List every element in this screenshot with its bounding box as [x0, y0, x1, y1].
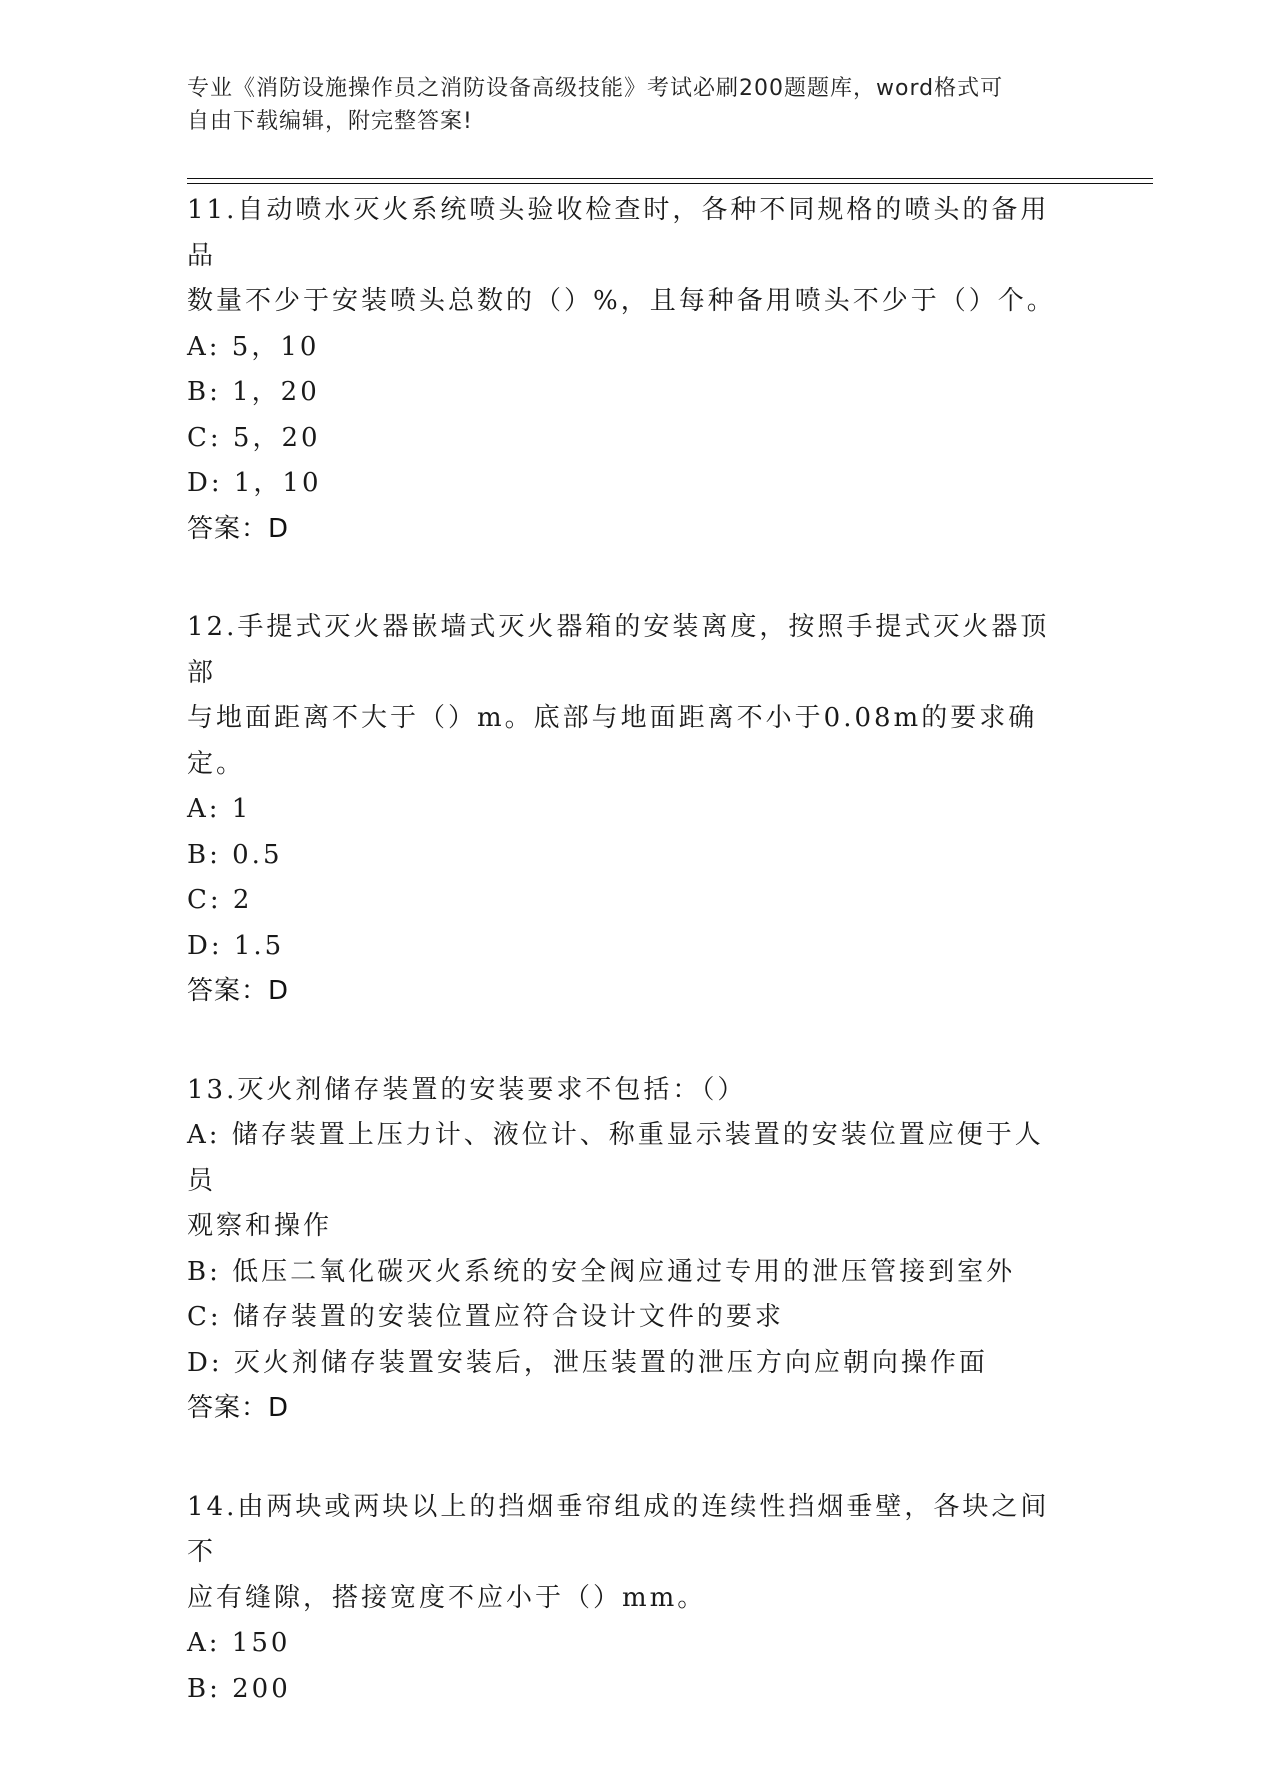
option-a-continued: 观察和操作: [187, 1211, 333, 1241]
option-c: C: 储存装置的安装位置应符合设计文件的要求: [187, 1302, 784, 1332]
question-stem: 14.由两块或两块以上的挡烟垂帘组成的连续性挡烟垂壁，各块之间不: [187, 1491, 1050, 1567]
document-header: [187, 72, 1067, 138]
option-a: A: 储存装置上压力计、液位计、称重显示装置的安装位置应便于人员: [187, 1120, 1044, 1196]
question-stem: 12.手提式灭火器嵌墙式灭火器箱的安装离度，按照手提式灭火器顶部: [187, 612, 1050, 688]
option-b: B: 0.5: [187, 839, 283, 870]
question-stem: 13.灭火剂储存装置的安装要求不包括：（）: [187, 1074, 747, 1105]
option-b: B: 1，20: [187, 377, 320, 407]
question-stem: 与地面距离不大于（）m。底部与地面距离不小于0.08m的要求确定。: [187, 703, 1038, 779]
question-stem: 应有缝隙，搭接宽度不应小于（）mm。: [187, 1582, 707, 1613]
option-d: D: 1.5: [187, 930, 285, 961]
question-list: [187, 188, 1067, 1765]
question-stem: 数量不少于安装喷头总数的（）%，且每种备用喷头不少于（）个。: [187, 286, 1056, 316]
question-11: [187, 188, 1067, 552]
answer-line: 答案：D: [187, 513, 290, 544]
option-a: A: 1: [187, 794, 252, 824]
question-stem: 11.自动喷水灭火系统喷头验收检查时，各种不同规格的喷头的备用品: [187, 195, 1050, 271]
option-b: B: 低压二氧化碳灭火系统的安全阀应通过专用的泄压管接到室外: [187, 1256, 1016, 1287]
header-divider-top: [187, 178, 1153, 179]
option-d: D: 灭火剂储存装置安装后，泄压装置的泄压方向应朝向操作面: [187, 1347, 988, 1378]
header-divider-bottom: [187, 183, 1153, 184]
question-14: [187, 1485, 1067, 1713]
option-a: A: 5，10: [187, 331, 320, 362]
option-c: C: 2: [187, 885, 253, 915]
option-c: C: 5，20: [187, 422, 321, 453]
answer-line: 答案：D: [187, 976, 290, 1006]
header-line-1: 专业《消防设施操作员之消防设备高级技能》考试必刷200题题库，word格式可: [187, 76, 1004, 101]
header-line-2: 自由下载编辑，附完整答案!: [187, 109, 473, 134]
option-b: B: 200: [187, 1673, 291, 1704]
option-a: A: 150: [187, 1628, 291, 1658]
question-13: [187, 1068, 1067, 1432]
answer-line: 答案：D: [187, 1393, 290, 1423]
option-d: D: 1，10: [187, 468, 322, 498]
question-12: [187, 605, 1067, 1015]
